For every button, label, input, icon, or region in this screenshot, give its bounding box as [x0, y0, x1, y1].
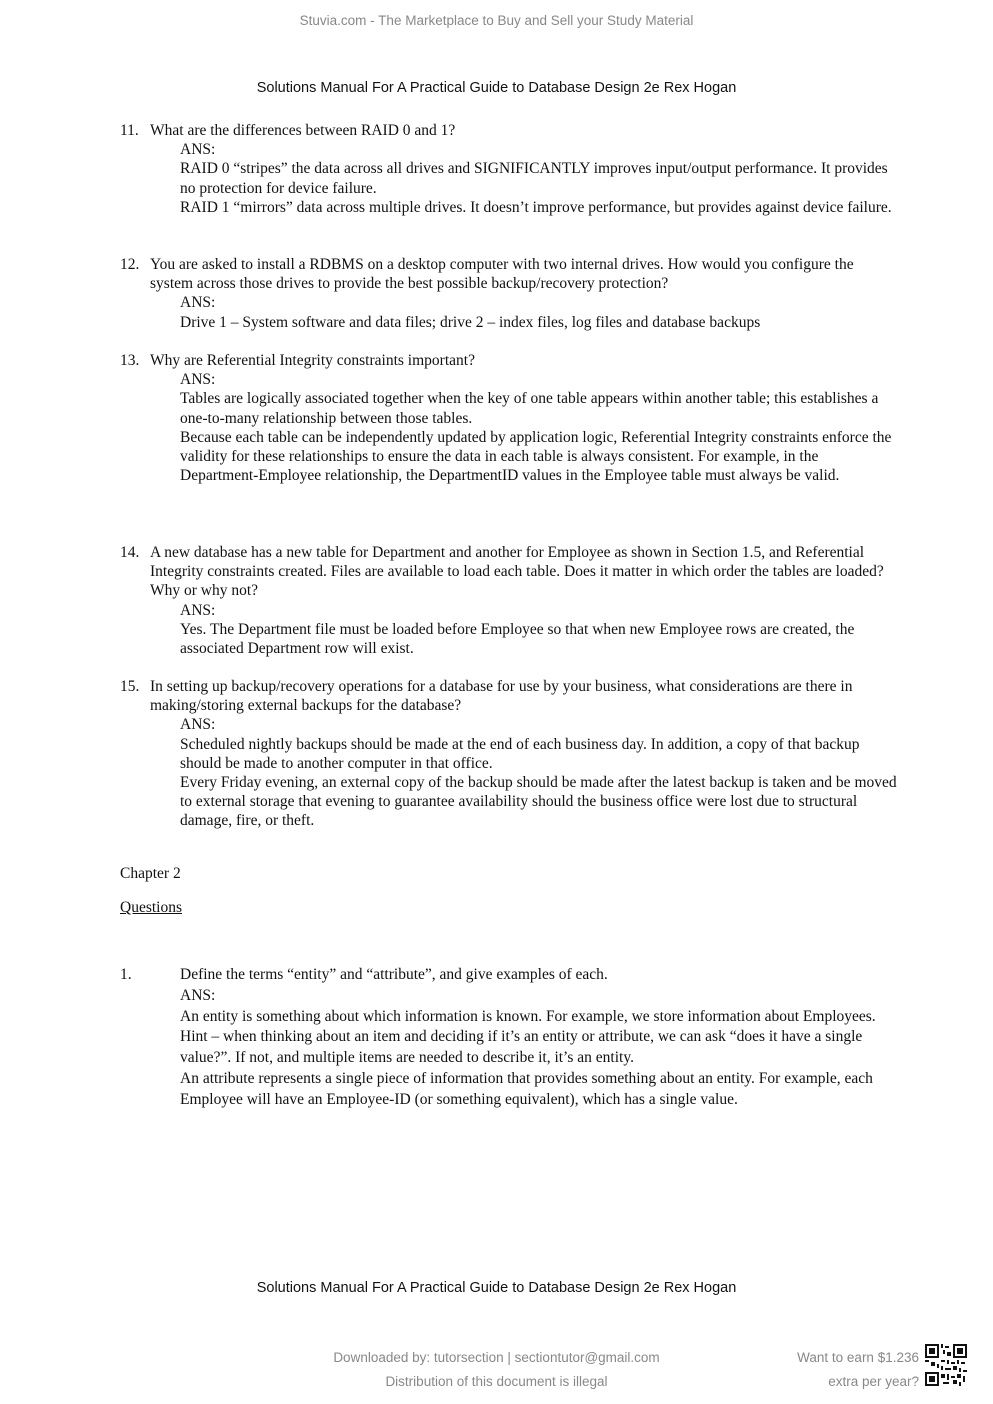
document-header-title: Solutions Manual For A Practical Guide to Database Design 2e Rex Hogan	[256, 80, 737, 96]
question-text: Define the terms “entity” and “attribute”, and give examples of each.	[180, 966, 608, 983]
question-text: Why are Referential Integrity constraints important?	[150, 352, 475, 369]
question-12	[120, 255, 900, 332]
question-11	[120, 121, 900, 217]
answer-label: ANS:	[180, 986, 216, 1004]
answer-label: ANS:	[180, 716, 216, 734]
downloaded-by-text: Downloaded by: tutorsection | sectiontutor@gmail.com	[333, 1350, 660, 1365]
question-14	[120, 543, 900, 658]
question-number: 11.	[120, 122, 139, 139]
answer-paragraph: Because each table can be independently updated by application logic, Referential Integrity constraints enforce the validity for these relationships to ensure the data in each table is always consistent. For example, in the Department-Employee relationship, the DepartmentID values in the Employee table must always be valid.	[180, 428, 892, 485]
answer-label: ANS:	[180, 141, 216, 159]
answer-label: ANS:	[180, 601, 216, 619]
answer-paragraph: An attribute represents a single piece of information that provides something about an entity. For example, each Employee will have an Employee-ID (or something equivalent), which has a single value.	[180, 1069, 873, 1108]
answer-paragraph: RAID 1 “mirrors” data across multiple drives. It doesn’t improve performance, but provides against device failure.	[180, 198, 892, 216]
distribution-notice: Distribution of this document is illegal	[385, 1374, 608, 1389]
question-number: 1.	[120, 966, 132, 983]
answer-label: ANS:	[180, 371, 216, 389]
earn-promo[interactable]	[797, 1346, 919, 1394]
chapter-heading: Chapter 2	[120, 865, 181, 882]
question-number: 15.	[120, 678, 140, 695]
question-number: 13.	[120, 352, 140, 369]
question-text: In setting up backup/recovery operations for a database for use by your business, what considerations are there in making/storing external backups for the database?	[150, 678, 853, 715]
answer-paragraph: Yes. The Department file must be loaded before Employee so that when new Employee rows are created, the associated Department row will exist.	[180, 620, 855, 658]
question-15	[120, 677, 900, 831]
answer-paragraph: RAID 0 “stripes” the data across all drives and SIGNIFICANTLY improves input/output performance. It provides no protection for device failure.	[180, 160, 888, 197]
qr-code-icon[interactable]	[925, 1343, 967, 1387]
download-info	[300, 1346, 693, 1394]
earn-line-1[interactable]: Want to earn $1.236	[797, 1350, 919, 1365]
question-text: What are the differences between RAID 0 and 1?	[150, 122, 456, 139]
question-number: 12.	[120, 256, 140, 273]
questions-heading: Questions	[120, 899, 182, 916]
answer-label: ANS:	[180, 294, 216, 312]
site-banner: Stuvia.com - The Marketplace to Buy and Sell your Study Material	[299, 13, 694, 28]
answer-paragraph: Every Friday evening, an external copy of the backup should be made after the latest backup is taken and be moved to external storage that evening to guarantee availability should the business office were lost due to structural damage, fire, or theft.	[180, 774, 897, 830]
answer-paragraph: Scheduled nightly backups should be made at the end of each business day. In addition, a copy of that backup should be made to another computer in that office.	[180, 735, 860, 772]
question-13	[120, 351, 900, 485]
answer-paragraph: Drive 1 – System software and data files; drive 2 – index files, log files and database backups	[180, 313, 761, 331]
question-text: A new database has a new table for Department and another for Employee as shown in Section 1.5, and Referential Integrity constraints created. Files are available to load each table. Does it matter in which order the tables are loaded? Why or why not?	[150, 544, 884, 600]
question-number: 14.	[120, 544, 140, 561]
answer-paragraph: Hint – when thinking about an item and deciding if it’s an entity or attribute, we can ask “does it have a single value?”. If not, and multiple items are needed to describe it, it’s an entity.	[180, 1028, 863, 1067]
chapter2-question-1	[120, 965, 900, 1111]
earn-line-2[interactable]: extra per year?	[828, 1374, 919, 1389]
document-footer-title: Solutions Manual For A Practical Guide to Database Design 2e Rex Hogan	[256, 1280, 737, 1296]
question-text: You are asked to install a RDBMS on a desktop computer with two internal drives. How would you configure the system across those drives to provide the best possible backup/recovery protection?	[150, 256, 854, 293]
answer-paragraph: Tables are logically associated together when the key of one table appears within another table; this establishes a one-to-many relationship between those tables.	[180, 390, 879, 427]
answer-paragraph: An entity is something about which information is known. For example, we store information about Employees.	[180, 1007, 876, 1025]
